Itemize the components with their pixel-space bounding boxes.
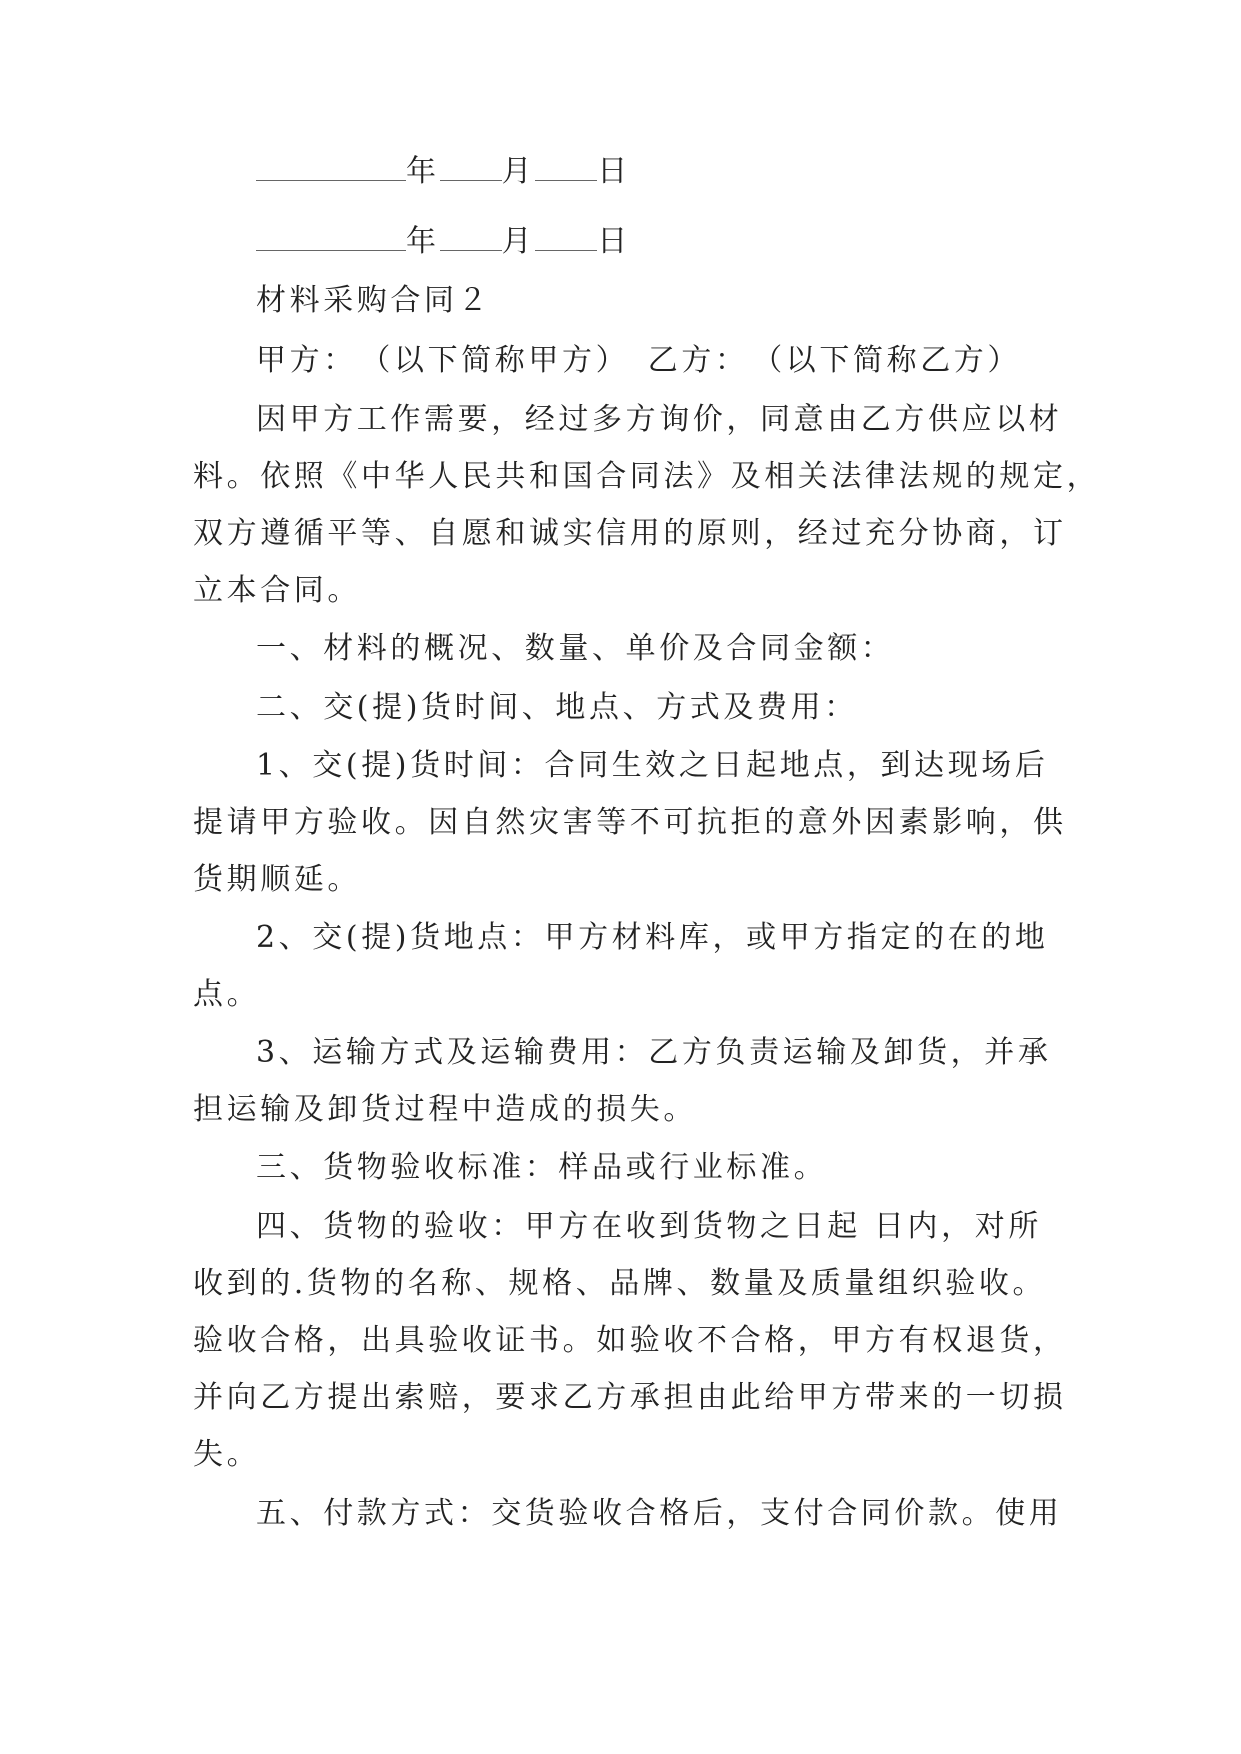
paragraph-line: 双方遵循平等、自愿和诚实信用的原则，经过充分协商，订: [193, 516, 1067, 551]
month-blank: [440, 152, 502, 181]
month-blank: [440, 222, 502, 251]
year-label: 年: [406, 154, 440, 189]
paragraph-line: 验收合格，出具验收证书。如验收不合格，甲方有权退货，: [193, 1323, 1067, 1358]
paragraph-line: 提请甲方验收。因自然灾害等不可抗拒的意外因素影响，供: [193, 805, 1067, 840]
year-label: 年: [406, 224, 440, 259]
paragraph-line: 点。: [193, 977, 261, 1012]
date-line-2: [256, 220, 1136, 264]
parties-line: 甲方： （以下简称甲方） 乙方： （以下简称乙方）: [256, 343, 1021, 378]
day-blank: [535, 222, 597, 251]
paragraph-line: 担运输及卸货过程中造成的损失。: [193, 1092, 697, 1127]
year-blank: [256, 222, 406, 251]
day-label: 日: [597, 224, 631, 259]
paragraph-line: 货期顺延。: [193, 862, 361, 897]
section-heading-1: 一、材料的概况、数量、单价及合同金额：: [256, 631, 895, 666]
section-heading-4: 四、货物的验收：甲方在收到货物之日起 日内，对所: [256, 1209, 1042, 1244]
contract-title: 材料采购合同２: [256, 283, 492, 318]
paragraph-line: 失。: [193, 1437, 261, 1472]
clause-2-2: 2、交(提)货地点：甲方材料库，或甲方指定的在的地: [256, 920, 1049, 955]
year-blank: [256, 152, 406, 181]
clause-2-1: 1、交(提)货时间：合同生效之日起地点，到达现场后: [256, 748, 1049, 783]
day-blank: [535, 152, 597, 181]
month-label: 月: [501, 224, 536, 259]
section-heading-2: 二、交(提)货时间、地点、方式及费用：: [256, 690, 858, 725]
paragraph-line: 立本合同。: [193, 573, 361, 608]
section-heading-3: 三、货物验收标准：样品或行业标准。: [256, 1150, 828, 1185]
clause-2-3: 3、运输方式及运输费用：乙方负责运输及卸货，并承: [256, 1035, 1052, 1070]
paragraph-line: 料。依照《中华人民共和国合同法》及相关法律法规的规定，: [193, 459, 1101, 494]
paragraph-line: 收到的.货物的名称、规格、品牌、数量及质量组织验收。: [193, 1266, 1047, 1301]
date-line-1: [256, 150, 1136, 194]
paragraph-line: 因甲方工作需要，经过多方询价，同意由乙方供应以材: [256, 402, 1063, 437]
day-label: 日: [597, 154, 631, 189]
month-label: 月: [501, 154, 536, 189]
paragraph-line: 并向乙方提出索赔，要求乙方承担由此给甲方带来的一切损: [193, 1380, 1067, 1415]
section-heading-5: 五、付款方式：交货验收合格后，支付合同价款。使用: [256, 1496, 1063, 1531]
